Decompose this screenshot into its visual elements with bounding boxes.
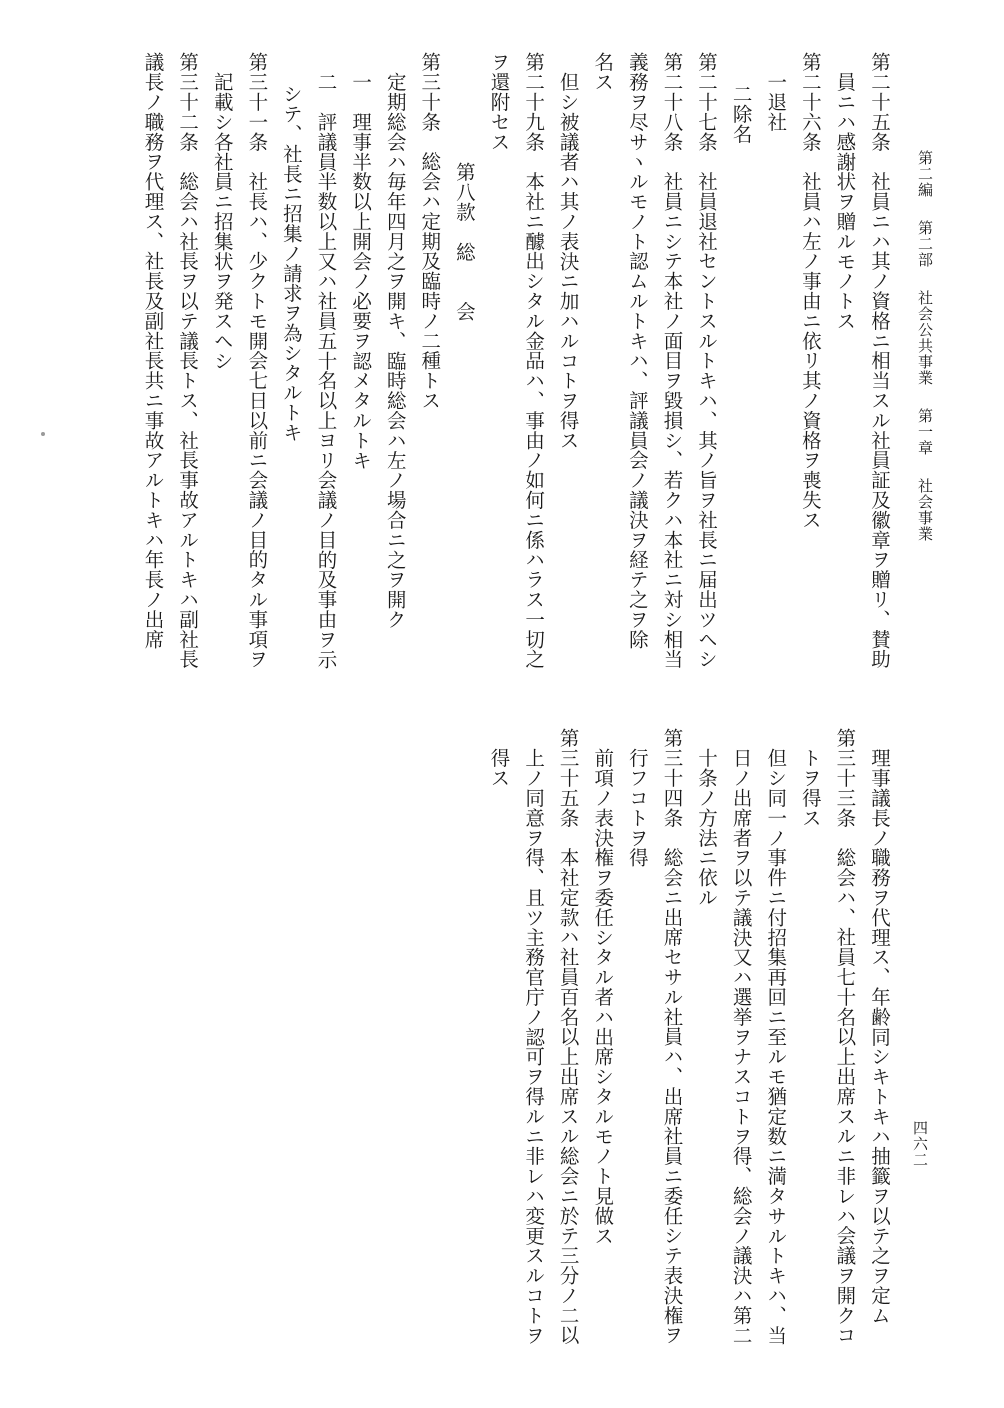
text-block-upper bbox=[76, 52, 896, 672]
article-25-line-2: 員ニハ感謝状ヲ贈ルモノトス bbox=[833, 72, 857, 331]
article-32-line-1: 第三十二条 総会ハ社長ヲ以テ議長トス、社長事故アルトキハ副社長 bbox=[176, 52, 200, 669]
section-heading-general-meeting: 第八款 総 会 bbox=[452, 162, 476, 322]
article-28-line-3: 名ス bbox=[591, 52, 615, 92]
scan-speck bbox=[41, 432, 45, 436]
article-32-line-3: 理事議長ノ職務ヲ代理ス、年齢同シキトキハ抽籤ヲ以テ之ヲ定ム bbox=[868, 748, 891, 1326]
article-30-item-1: 一 理事半数以上開会ノ必要ヲ認メタルトキ bbox=[349, 72, 373, 470]
article-33-proviso-3: 十条ノ方法ニ依ル bbox=[695, 748, 719, 908]
article-35-line-1: 第三十五条 本社定款ハ社員百名以上出席スル総会ニ於テ三分ノ二以 bbox=[556, 728, 580, 1345]
article-33-proviso-1: 但シ同一ノ事件ニ付招集再回ニ至ルモ猶定数ニ満タサルトキハ、当 bbox=[764, 748, 788, 1345]
article-30-line-2: 定期総会ハ毎年四月之ヲ開キ、臨時総会ハ左ノ場合ニ之ヲ開ク bbox=[383, 72, 407, 630]
header-section: 第二部 bbox=[916, 220, 934, 268]
article-28-proviso: 但シ被議者ハ其ノ表決ニ加ハルコトヲ得ス bbox=[556, 72, 580, 451]
article-28-line-2: 義務ヲ尽サヽルモノト認ムルトキハ、評議員会ノ議決ヲ経テ之ヲ除 bbox=[625, 52, 649, 649]
article-35-line-3: 得ス bbox=[487, 748, 511, 788]
article-31-line-1: 第三十一条 社長ハ、少クトモ開会七日以前ニ会議ノ目的タル事項ヲ bbox=[245, 52, 269, 669]
article-34-line-1: 第三十四条 総会ニ出席セサル社員ハ、出席社員ニ委任シテ表決権ヲ bbox=[660, 728, 684, 1345]
article-25-line-1: 第二十五条 社員ニハ其ノ資格ニ相当スル社員証及徽章ヲ贈リ、賛助 bbox=[868, 52, 891, 669]
article-26-item-1: 一退社 bbox=[764, 72, 788, 132]
article-34-line-2: 行フコトヲ得 bbox=[625, 748, 649, 868]
article-26-item-2: 二除名 bbox=[729, 84, 753, 144]
article-28-line-1: 第二十八条 社員ニシテ本社ノ面目ヲ毀損シ、若クハ本社ニ対シ相当 bbox=[660, 52, 684, 669]
header-part: 第二編 bbox=[916, 150, 934, 198]
article-30-item-2: 二 評議員半数以上又ハ社員五十名以上ヨリ会議ノ目的及事由ヲ示 bbox=[314, 72, 338, 669]
article-33-line-1: 第三十三条 総会ハ、社員七十名以上出席スルニ非レハ会議ヲ開クコ bbox=[833, 728, 857, 1345]
article-30-line-1: 第三十条 総会ハ定期及臨時ノ二種トス bbox=[418, 52, 442, 411]
article-32-line-2: 議長ノ職務ヲ代理ス、社長及副社長共ニ事故アルトキハ年長ノ出席 bbox=[141, 52, 165, 649]
text-block-lower bbox=[448, 728, 896, 1345]
article-30-item-2-cont: シテ、社長ニ招集ノ請求ヲ為シタルトキ bbox=[279, 84, 303, 443]
article-31-line-2: 記載シ各社員ニ招集状ヲ発スヘシ bbox=[210, 72, 234, 371]
running-header bbox=[905, 150, 945, 650]
article-29-line-1: 第二十九条 本社ニ醵出シタル金品ハ、事由ノ如何ニ係ハラス一切之 bbox=[522, 52, 546, 669]
header-chapter: 第一章 bbox=[916, 408, 934, 456]
article-29-line-2: ヲ還附セス bbox=[487, 52, 511, 152]
article-26-line-1: 第二十六条 社員ハ左ノ事由ニ依リ其ノ資格ヲ喪失ス bbox=[798, 52, 822, 530]
article-33-proviso-2: 日ノ出席者ヲ以テ議決又ハ選挙ヲナスコトヲ得、総会ノ議決ハ第二 bbox=[729, 748, 753, 1345]
article-35-line-2: 上ノ同意ヲ得、且ツ主務官庁ノ認可ヲ得ルニ非レハ変更スルコトヲ bbox=[522, 748, 546, 1345]
article-34-para-2: 前項ノ表決権ヲ委任シタル者ハ出席シタルモノト見做ス bbox=[591, 748, 615, 1246]
page-number: 四六二 bbox=[911, 1120, 929, 1168]
article-27-line-1: 第二十七条 社員退社セントスルトキハ、其ノ旨ヲ社長ニ届出ツヘシ bbox=[695, 52, 719, 669]
article-33-line-2: トヲ得ス bbox=[798, 748, 822, 828]
header-division: 社会公共事業 bbox=[916, 290, 934, 386]
header-chapter-title: 社会事業 bbox=[916, 478, 934, 542]
